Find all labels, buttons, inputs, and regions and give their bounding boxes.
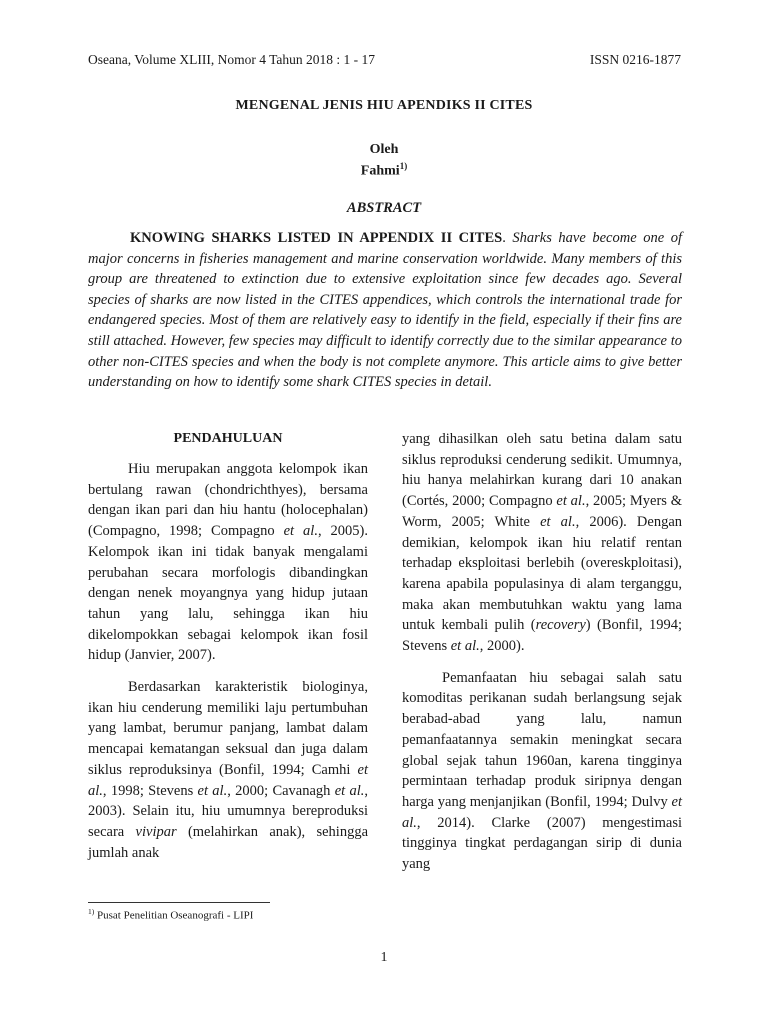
paragraph <box>88 459 368 666</box>
italic-run: et al. <box>88 761 368 799</box>
right-column <box>402 429 682 875</box>
abstract-heading: ABSTRACT <box>346 200 422 216</box>
text-run: (melahirkan anak), sehingga jumlah anak <box>88 823 369 861</box>
author-by-label: Oleh <box>369 142 399 157</box>
abstract-keyword: KNOWING SHARKS LISTED IN APPENDIX II CITES <box>130 230 503 246</box>
section-heading: PENDAHULUAN <box>173 431 283 446</box>
page-number: 1 <box>380 950 388 965</box>
paragraph <box>402 668 682 875</box>
text-run: , 2006). Dengan demikian, kelompok ikan hiu relatif rentan terhadap eksploitasi berlebih (overeskploitasi), karena apabila populasinya di alam terganggu, maka akan membutuhkan waktu yang lama untuk kembali pulih ( <box>402 513 682 634</box>
abstract-keyword-period: . <box>502 230 506 246</box>
italic-run: et al. <box>450 638 480 655</box>
author-affiliation-mark: 1) <box>399 161 408 171</box>
italic-run: et al. <box>334 782 365 799</box>
footnote-text: Pusat Penelitian Oseanografi - LIPI <box>94 909 254 922</box>
text-run: , 2003). Selain itu, hiu umumnya bereproduksi secara <box>88 782 369 840</box>
author-name-text: Fahmi <box>360 163 400 179</box>
text-run: ) (Bonfil, 1994; Stevens <box>402 617 682 655</box>
abstract-body <box>88 228 682 393</box>
text-run: , 2005; Myers & Worm, 2005; White <box>402 493 683 530</box>
issn: ISSN 0216-1877 <box>589 52 681 67</box>
italic-run: et al. <box>556 493 586 510</box>
paragraph <box>88 677 368 863</box>
italic-run: et al. <box>197 782 228 799</box>
text-run: Hiu merupakan anggota kelompok ikan bertulang rawan (chondrichthyes), bersama dengan ikan pari dan hiu hantu (holocephalan) (Compagno, 1998; Compagno <box>88 461 368 540</box>
italic-run: recovery <box>535 617 586 634</box>
text-run: , 2014). Clarke (2007) mengestimasi tingginya tingkat perdagangan sirip di dunia yang <box>402 814 682 873</box>
text-run: Pemanfaatan hiu sebagai salah satu komoditas perikanan sudah berlangsung sejak berabad-abad yang lalu, namun pemanfaatannya semakin meningkat secara global sejak tahun 1960an, karena tingginya permintaan terhadap produk siripnya dengan harga yang menjanjikan (Bonfil, 1994; Dulvy <box>402 669 682 810</box>
text-run: , 2000; Cavanagh <box>227 782 335 799</box>
italic-run: et al. <box>283 523 318 540</box>
author-name <box>0 161 768 180</box>
text-run: , 1998; Stevens <box>102 782 198 799</box>
text-run: , 2000). <box>479 638 525 655</box>
italic-run: vivipar <box>135 823 177 840</box>
journal-citation: Oseana, Volume XLIII, Nomor 4 Tahun 2018 : 1 - 17 <box>88 52 376 67</box>
text-run: , 2005). Kelompok ikan ini tidak banyak mengalami perubahan secara morfologis dibandingkan dengan nenek moyangnya yang hidup jutaan tahun yang lalu, sehingga ikan hiu dikelompokkan sebagai kelompok ikan fosil hidup (Janvier, 2007). <box>88 523 368 664</box>
italic-run: et al. <box>540 513 576 530</box>
footnote-divider <box>88 902 270 903</box>
running-header <box>88 52 681 68</box>
text-run: Berdasarkan karakteristik biologinya, ikan hiu cenderung memiliki laju pertumbuhan yang lambat, berumur panjang, lambat dalam mencapai kematangan seksual dan juga dalam siklus reproduksinya (Bonfil, 1994; Camhi <box>88 679 368 778</box>
paragraph <box>402 429 682 657</box>
text-run: yang dihasilkan oleh satu betina dalam satu siklus reproduksi cenderung sedikit. Umumnya, hiu hanya melahirkan kurang dari 10 anakan (Cortés, 2000; Compagno <box>402 431 682 510</box>
abstract-text: Sharks have become one of major concerns in fisheries management and marine conservation worldwide. Many members of this group are threatened to extinction due to extensive exploitation since few decades ago. Several species of sharks are now listed in the CITES appendices, which controls the international trade for endangered species. Most of them are relatively easy to identify in the field, especially if their fins are still attached. However, few species may difficult to identify correctly due to the similar appearance to other non-CITES species and when the body is not complete anymore. This article aims to give better understanding on how to identify some shark CITES species in detail. <box>88 230 682 391</box>
footnote <box>88 907 253 922</box>
italic-run: et al. <box>402 793 682 831</box>
article-title: MENGENAL JENIS HIU APENDIKS II CITES <box>235 98 533 113</box>
footnote-mark: 1) <box>88 907 95 916</box>
left-column <box>88 429 368 863</box>
